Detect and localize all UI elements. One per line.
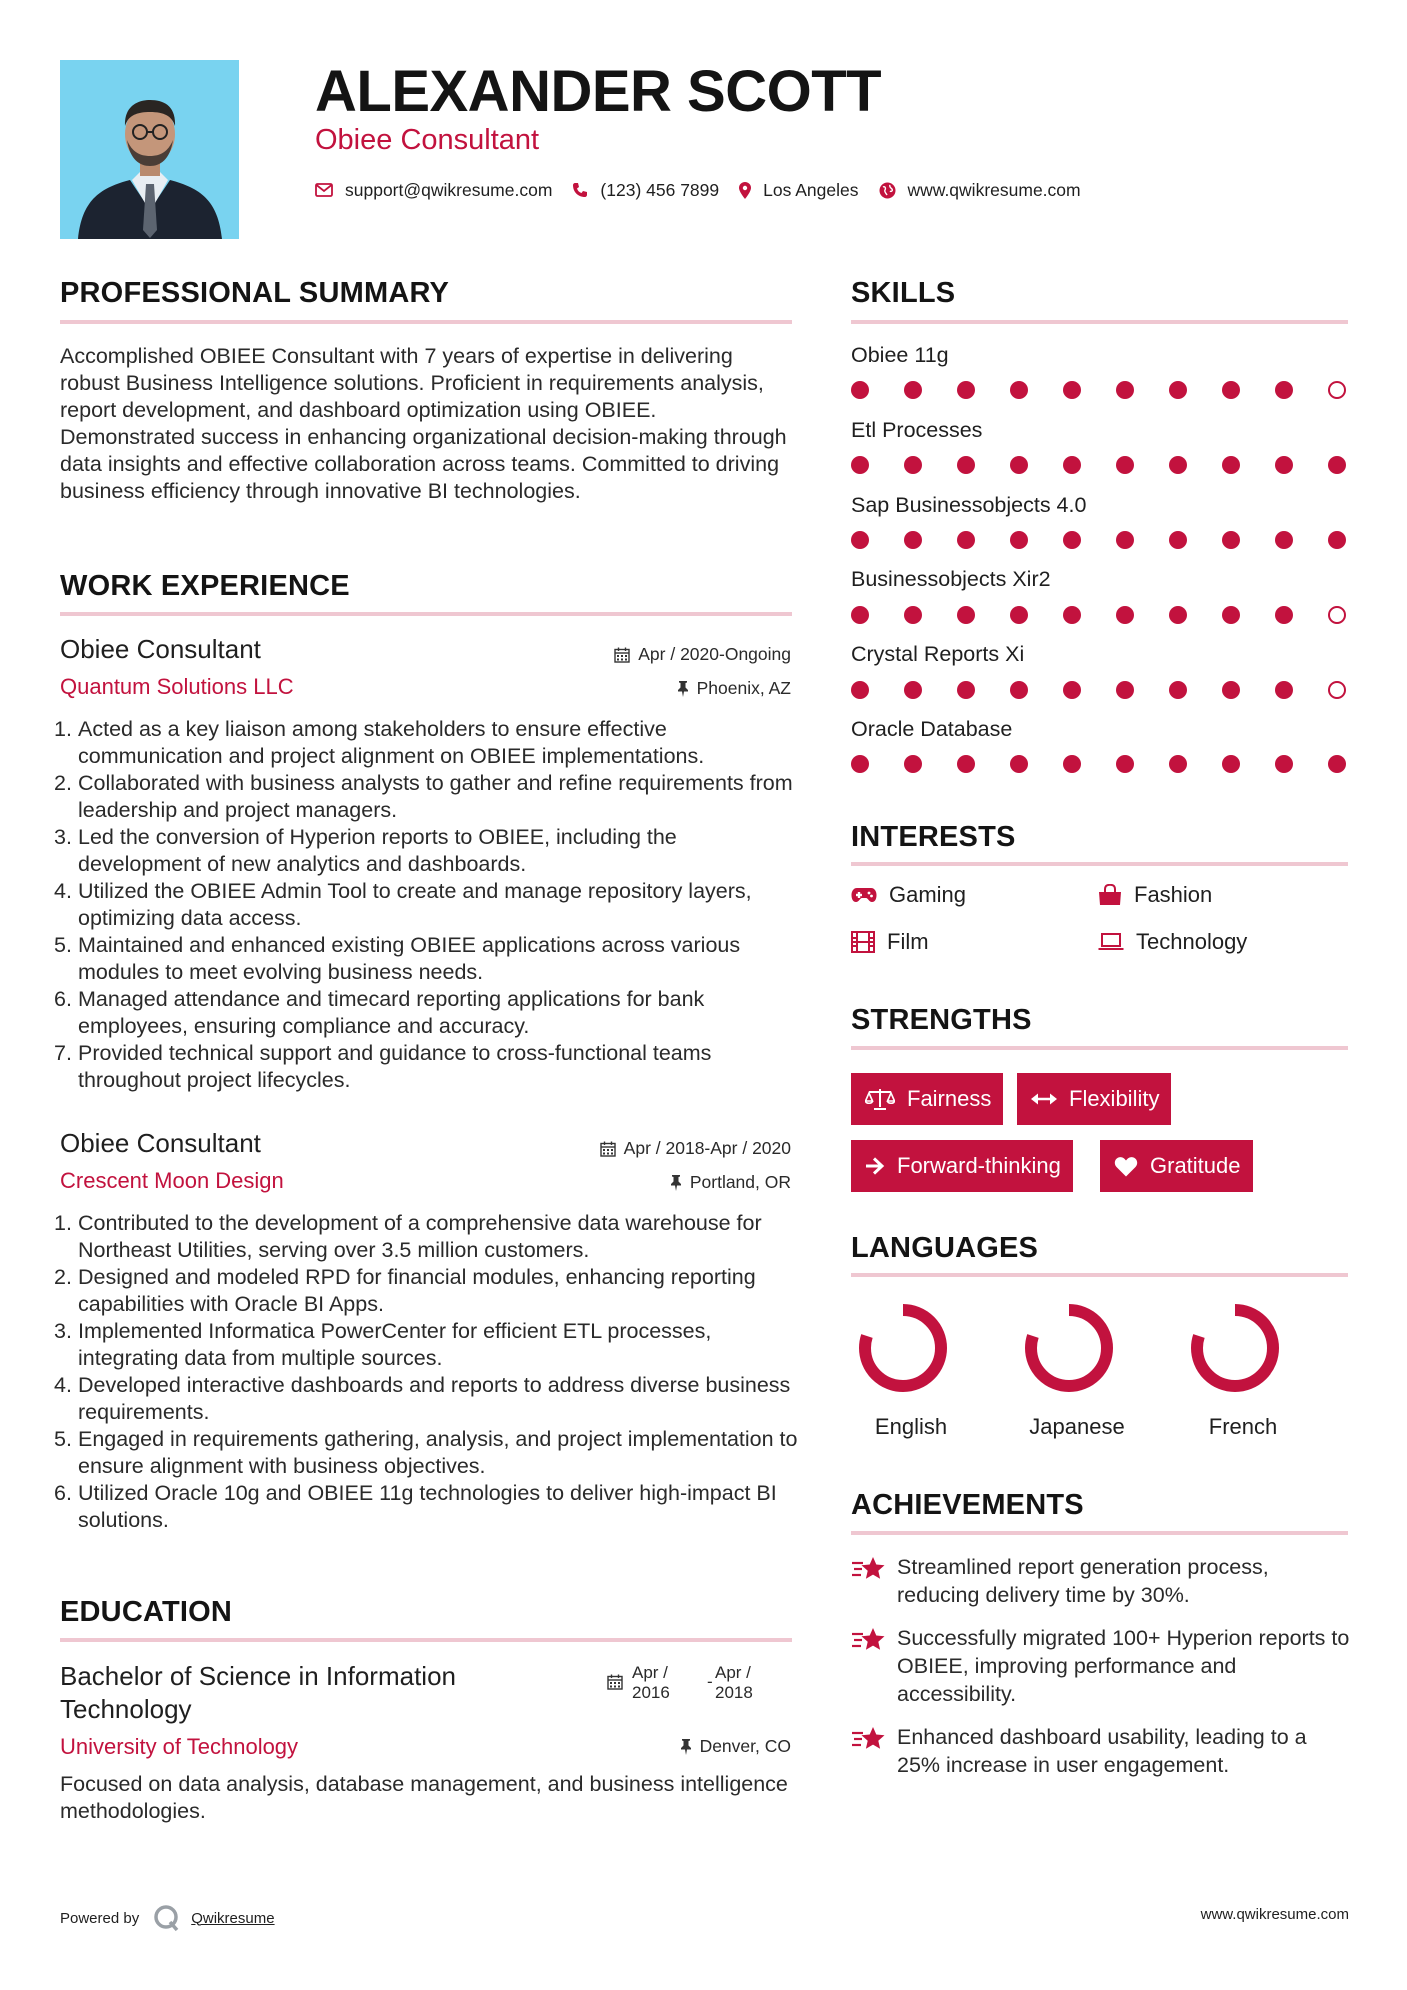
skill-dot-filled (1169, 606, 1187, 624)
achievements-heading: ACHIEVEMENTS (851, 1489, 1084, 1521)
skills-heading: SKILLS (851, 277, 956, 309)
skill-rating (851, 680, 1340, 700)
skills-divider (851, 320, 1348, 324)
job-date (614, 644, 791, 665)
pushpin-icon (670, 1175, 682, 1191)
contact-email[interactable] (315, 180, 552, 201)
language-name: French (1208, 1414, 1278, 1439)
skill-dot-filled (1328, 531, 1346, 549)
interest-label: Gaming (889, 882, 967, 907)
list-item: 5. Maintained and enhanced existing OBIEE applications across various modules to meet evolving business needs. (54, 933, 741, 984)
skill-dot-filled (1222, 606, 1240, 624)
skill-name: Etl Processes (851, 418, 983, 442)
heart-icon (1114, 1156, 1138, 1177)
skill-dot-filled (1275, 456, 1293, 474)
contact-phone-text: (123) 456 7899 (600, 179, 720, 200)
candidate-role: Obiee Consultant (315, 124, 540, 156)
list-item: 4. Developed interactive dashboards and reports to address diverse business requirements. (54, 1373, 791, 1424)
strength-label: Forward-thinking (897, 1153, 1061, 1178)
list-item: 1. Acted as a key liaison among stakeholders to ensure effective communication and project alignment on OBIEE implementations. (54, 717, 705, 768)
skill-dot-filled (851, 681, 869, 699)
language-ring-arc (1031, 1310, 1107, 1386)
skill-dot-filled (1010, 381, 1028, 399)
skill-dot-filled (957, 456, 975, 474)
calendar-icon (600, 1141, 616, 1157)
shooting-star-icon (851, 1626, 887, 1654)
skill-dot-filled (957, 381, 975, 399)
skill-dot-filled (904, 681, 922, 699)
skill-dot-filled (1116, 381, 1134, 399)
list-item: 6. Managed attendance and timecard reporting applications for bank employees, ensuring compliance and accuracy. (54, 987, 705, 1038)
calendar-icon (614, 647, 630, 663)
calendar-icon (607, 1674, 623, 1690)
language-ring-arc (865, 1310, 941, 1386)
strength-label: Gratitude (1150, 1153, 1241, 1178)
skill-name: Sap Businessobjects 4.0 (851, 493, 1087, 517)
skill-dot-filled (1222, 681, 1240, 699)
list-item: 3. Led the conversion of Hyperion reports to OBIEE, including the development of new analytics and dashboards. (54, 825, 677, 876)
education-date-end-month: Apr / (715, 1663, 751, 1682)
list-item: 4. Utilized the OBIEE Admin Tool to create and manage repository layers, optimizing data access. (54, 879, 752, 930)
skill-dot-filled (1222, 381, 1240, 399)
skill-dot-filled (1063, 456, 1081, 474)
skill-dot-filled (1116, 606, 1134, 624)
contact-phone[interactable] (572, 180, 719, 201)
profile-photo (60, 60, 239, 239)
phone-icon (572, 182, 588, 198)
skill-dot-filled (1275, 681, 1293, 699)
strength-label: Fairness (907, 1086, 992, 1111)
skill-rating (851, 605, 1340, 625)
qwikresume-logo-icon (153, 1904, 181, 1932)
achievement-item (851, 1624, 1351, 1708)
skill-dot-filled (851, 381, 869, 399)
interest-item (851, 882, 966, 908)
contact-email-text: support@qwikresume.com (345, 179, 553, 200)
skill-dot-filled (1116, 681, 1134, 699)
skill-dot-filled (1169, 456, 1187, 474)
job-location-text: Portland, OR (689, 1172, 791, 1192)
skill-dot-filled (1116, 755, 1134, 773)
pushpin-icon (677, 681, 689, 697)
skill-rating (851, 455, 1340, 475)
skill-dot-filled (1010, 606, 1028, 624)
skill-dot-filled (1222, 755, 1240, 773)
list-item: 3. Implemented Informatica PowerCenter for efficient ETL processes, integrating data from multiple sources. (54, 1319, 712, 1370)
achievements-divider (851, 1531, 1348, 1535)
skill-dot-filled (957, 531, 975, 549)
skill-dot-filled (1275, 606, 1293, 624)
skill-dot-filled (1063, 606, 1081, 624)
skill-dot-filled (1010, 456, 1028, 474)
education-date-start-month: Apr / (632, 1663, 668, 1682)
qwikresume-link[interactable]: Qwikresume (191, 1909, 275, 1927)
skill-dot-filled (957, 681, 975, 699)
pushpin-icon (680, 1739, 692, 1755)
skill-dot-filled (1328, 755, 1346, 773)
shooting-star-icon (851, 1555, 887, 1583)
languages-divider (851, 1273, 1348, 1277)
skill-dot-filled (1063, 755, 1081, 773)
film-icon (851, 931, 875, 953)
list-item: 5. Engaged in requirements gathering, analysis, and project implementation to ensure alignment with business objectives. (54, 1427, 798, 1478)
job-title: Obiee Consultant (60, 1128, 261, 1158)
skill-dot-filled (851, 606, 869, 624)
shopping-bag-icon (1098, 884, 1122, 906)
skill-dot-filled (1116, 531, 1134, 549)
shooting-star-icon (851, 1725, 887, 1753)
education-location (680, 1736, 791, 1757)
balance-scale-icon (865, 1088, 895, 1110)
laptop-icon (1098, 933, 1124, 951)
skill-dot-filled (904, 606, 922, 624)
education-date-start-year: 2016 (632, 1683, 670, 1702)
skill-dot-filled (851, 755, 869, 773)
strength-tag (851, 1140, 1073, 1192)
skill-name: Obiee 11g (851, 343, 949, 367)
strength-tag (851, 1073, 1003, 1125)
achievement-item (851, 1553, 1351, 1609)
job-company: Crescent Moon Design (60, 1168, 284, 1193)
job-bullets (54, 1210, 799, 1534)
skill-dot-filled (851, 531, 869, 549)
skill-dot-filled (1222, 531, 1240, 549)
skill-name: Oracle Database (851, 717, 1013, 741)
skill-dot-empty (1328, 381, 1346, 399)
interest-item (1098, 929, 1247, 955)
education-date-end (715, 1663, 753, 1703)
interests-divider (851, 862, 1348, 866)
map-pin-icon (739, 182, 751, 199)
skill-dot-filled (1063, 381, 1081, 399)
skill-dot-filled (1010, 681, 1028, 699)
contact-location-text: Los Angeles (763, 179, 859, 200)
skill-rating (851, 754, 1340, 774)
skill-dot-filled (904, 381, 922, 399)
envelope-icon (315, 183, 333, 197)
summary-text: Accomplished OBIEE Consultant with 7 years of expertise in delivering robust Business Intelligence solutions. Proficient in requirements analysis, report development, and dashboard optimization using OBIEE. Demonstrated success in enhancing organizational decision-making through data insights and effective collaboration across teams. Committed to driving business efficiency through innovative BI technologies. (60, 344, 787, 503)
list-item: 2. Designed and modeled RPD for financial modules, enhancing reporting capabilities with Oracle BI Apps. (54, 1265, 756, 1316)
interest-label: Film (887, 929, 929, 954)
achievement-text: Enhanced dashboard usability, leading to a 25% increase in user engagement. (897, 1725, 1307, 1777)
interest-item (1098, 882, 1212, 908)
language-ring-arc (1197, 1310, 1273, 1386)
job-bullets (54, 716, 799, 1094)
education-description: Focused on data analysis, database management, and business intelligence methodologies. (60, 1772, 788, 1823)
skill-dot-empty (1328, 681, 1346, 699)
skill-dot-filled (1063, 681, 1081, 699)
gamepad-icon (851, 887, 877, 903)
education-degree: Bachelor of Science in Information Technology (60, 1661, 456, 1724)
skill-dot-filled (1222, 456, 1240, 474)
job-title: Obiee Consultant (60, 634, 261, 664)
education-school: University of Technology (60, 1734, 299, 1759)
skill-dot-filled (1010, 755, 1028, 773)
interest-label: Fashion (1134, 882, 1213, 907)
education-date-separator: - (707, 1672, 713, 1691)
strength-label: Flexibility (1069, 1086, 1160, 1111)
skill-dot-filled (904, 456, 922, 474)
achievement-text: Successfully migrated 100+ Hyperion reports to OBIEE, improving performance and accessibility. (897, 1626, 1350, 1706)
language-proficiency-ring (1185, 1298, 1285, 1398)
powered-by (60, 1904, 275, 1932)
achievement-item (851, 1723, 1351, 1779)
education-divider (60, 1638, 792, 1642)
skill-dot-filled (904, 755, 922, 773)
language-proficiency-ring (1019, 1298, 1119, 1398)
experience-divider (60, 612, 792, 616)
skill-dot-filled (1116, 456, 1134, 474)
skill-dot-filled (1169, 531, 1187, 549)
summary-divider (60, 320, 792, 324)
candidate-name: ALEXANDER SCOTT (315, 59, 882, 124)
education-date-end-year: 2018 (715, 1683, 753, 1702)
globe-icon (879, 182, 896, 199)
contact-website[interactable] (879, 180, 1081, 201)
skill-dot-filled (1010, 531, 1028, 549)
skill-dot-filled (1328, 456, 1346, 474)
contact-website-text: www.qwikresume.com (907, 179, 1081, 200)
job-location (677, 678, 791, 699)
skill-dot-filled (1275, 531, 1293, 549)
skill-dot-filled (851, 456, 869, 474)
list-item: 6. Utilized Oracle 10g and OBIEE 11g technologies to deliver high-impact BI solutions. (54, 1481, 777, 1532)
strength-tag (1017, 1073, 1171, 1125)
list-item: 1. Contributed to the development of a comprehensive data warehouse for Northeast Utilities, serving over 3.5 million customers. (54, 1211, 762, 1262)
strengths-heading: STRENGTHS (851, 1004, 1032, 1036)
strength-tag (1100, 1140, 1253, 1192)
powered-by-label: Powered by (60, 1909, 140, 1927)
skill-dot-filled (1169, 755, 1187, 773)
job-location-text: Phoenix, AZ (696, 678, 791, 698)
education-location-text: Denver, CO (699, 1736, 791, 1756)
skill-rating (851, 530, 1340, 550)
interests-heading: INTERESTS (851, 821, 1016, 853)
languages-heading: LANGUAGES (851, 1232, 1039, 1264)
skill-dot-filled (957, 606, 975, 624)
language-name: English (874, 1414, 948, 1439)
arrow-right-icon (865, 1156, 885, 1176)
contact-location (739, 180, 858, 201)
arrows-horizontal-icon (1031, 1092, 1057, 1106)
education-date-start (632, 1663, 670, 1703)
job-company: Quantum Solutions LLC (60, 674, 294, 699)
list-item: 7. Provided technical support and guidance to cross-functional teams throughout project lifecycles. (54, 1041, 712, 1092)
skill-dot-filled (957, 755, 975, 773)
job-date (600, 1138, 791, 1159)
interest-label: Technology (1136, 929, 1248, 954)
skill-dot-filled (1169, 381, 1187, 399)
skill-dot-filled (1169, 681, 1187, 699)
skill-dot-filled (1275, 381, 1293, 399)
achievement-text: Streamlined report generation process, reducing delivery time by 30%. (897, 1555, 1269, 1607)
footer-website-link[interactable]: www.qwikresume.com (1200, 1906, 1349, 1923)
experience-heading: WORK EXPERIENCE (60, 570, 350, 602)
job-location (670, 1172, 791, 1193)
strengths-divider (851, 1046, 1348, 1050)
skill-dot-filled (1063, 531, 1081, 549)
summary-heading: PROFESSIONAL SUMMARY (60, 277, 450, 309)
language-name: Japanese (1029, 1414, 1125, 1439)
interest-item (851, 929, 929, 955)
skill-name: Crystal Reports Xi (851, 642, 1025, 666)
skill-rating (851, 380, 1340, 400)
contact-bar (315, 178, 1101, 202)
skill-dot-empty (1328, 606, 1346, 624)
job-date-text: Apr / 2018-Apr / 2020 (623, 1138, 791, 1158)
education-heading: EDUCATION (60, 1596, 233, 1628)
skill-dot-filled (904, 531, 922, 549)
job-date-text: Apr / 2020-Ongoing (638, 644, 791, 664)
skill-name: Businessobjects Xir2 (851, 567, 1051, 591)
skill-dot-filled (1275, 755, 1293, 773)
list-item: 2. Collaborated with business analysts to gather and refine requirements from leadership and project managers. (54, 771, 793, 822)
language-proficiency-ring (853, 1298, 953, 1398)
